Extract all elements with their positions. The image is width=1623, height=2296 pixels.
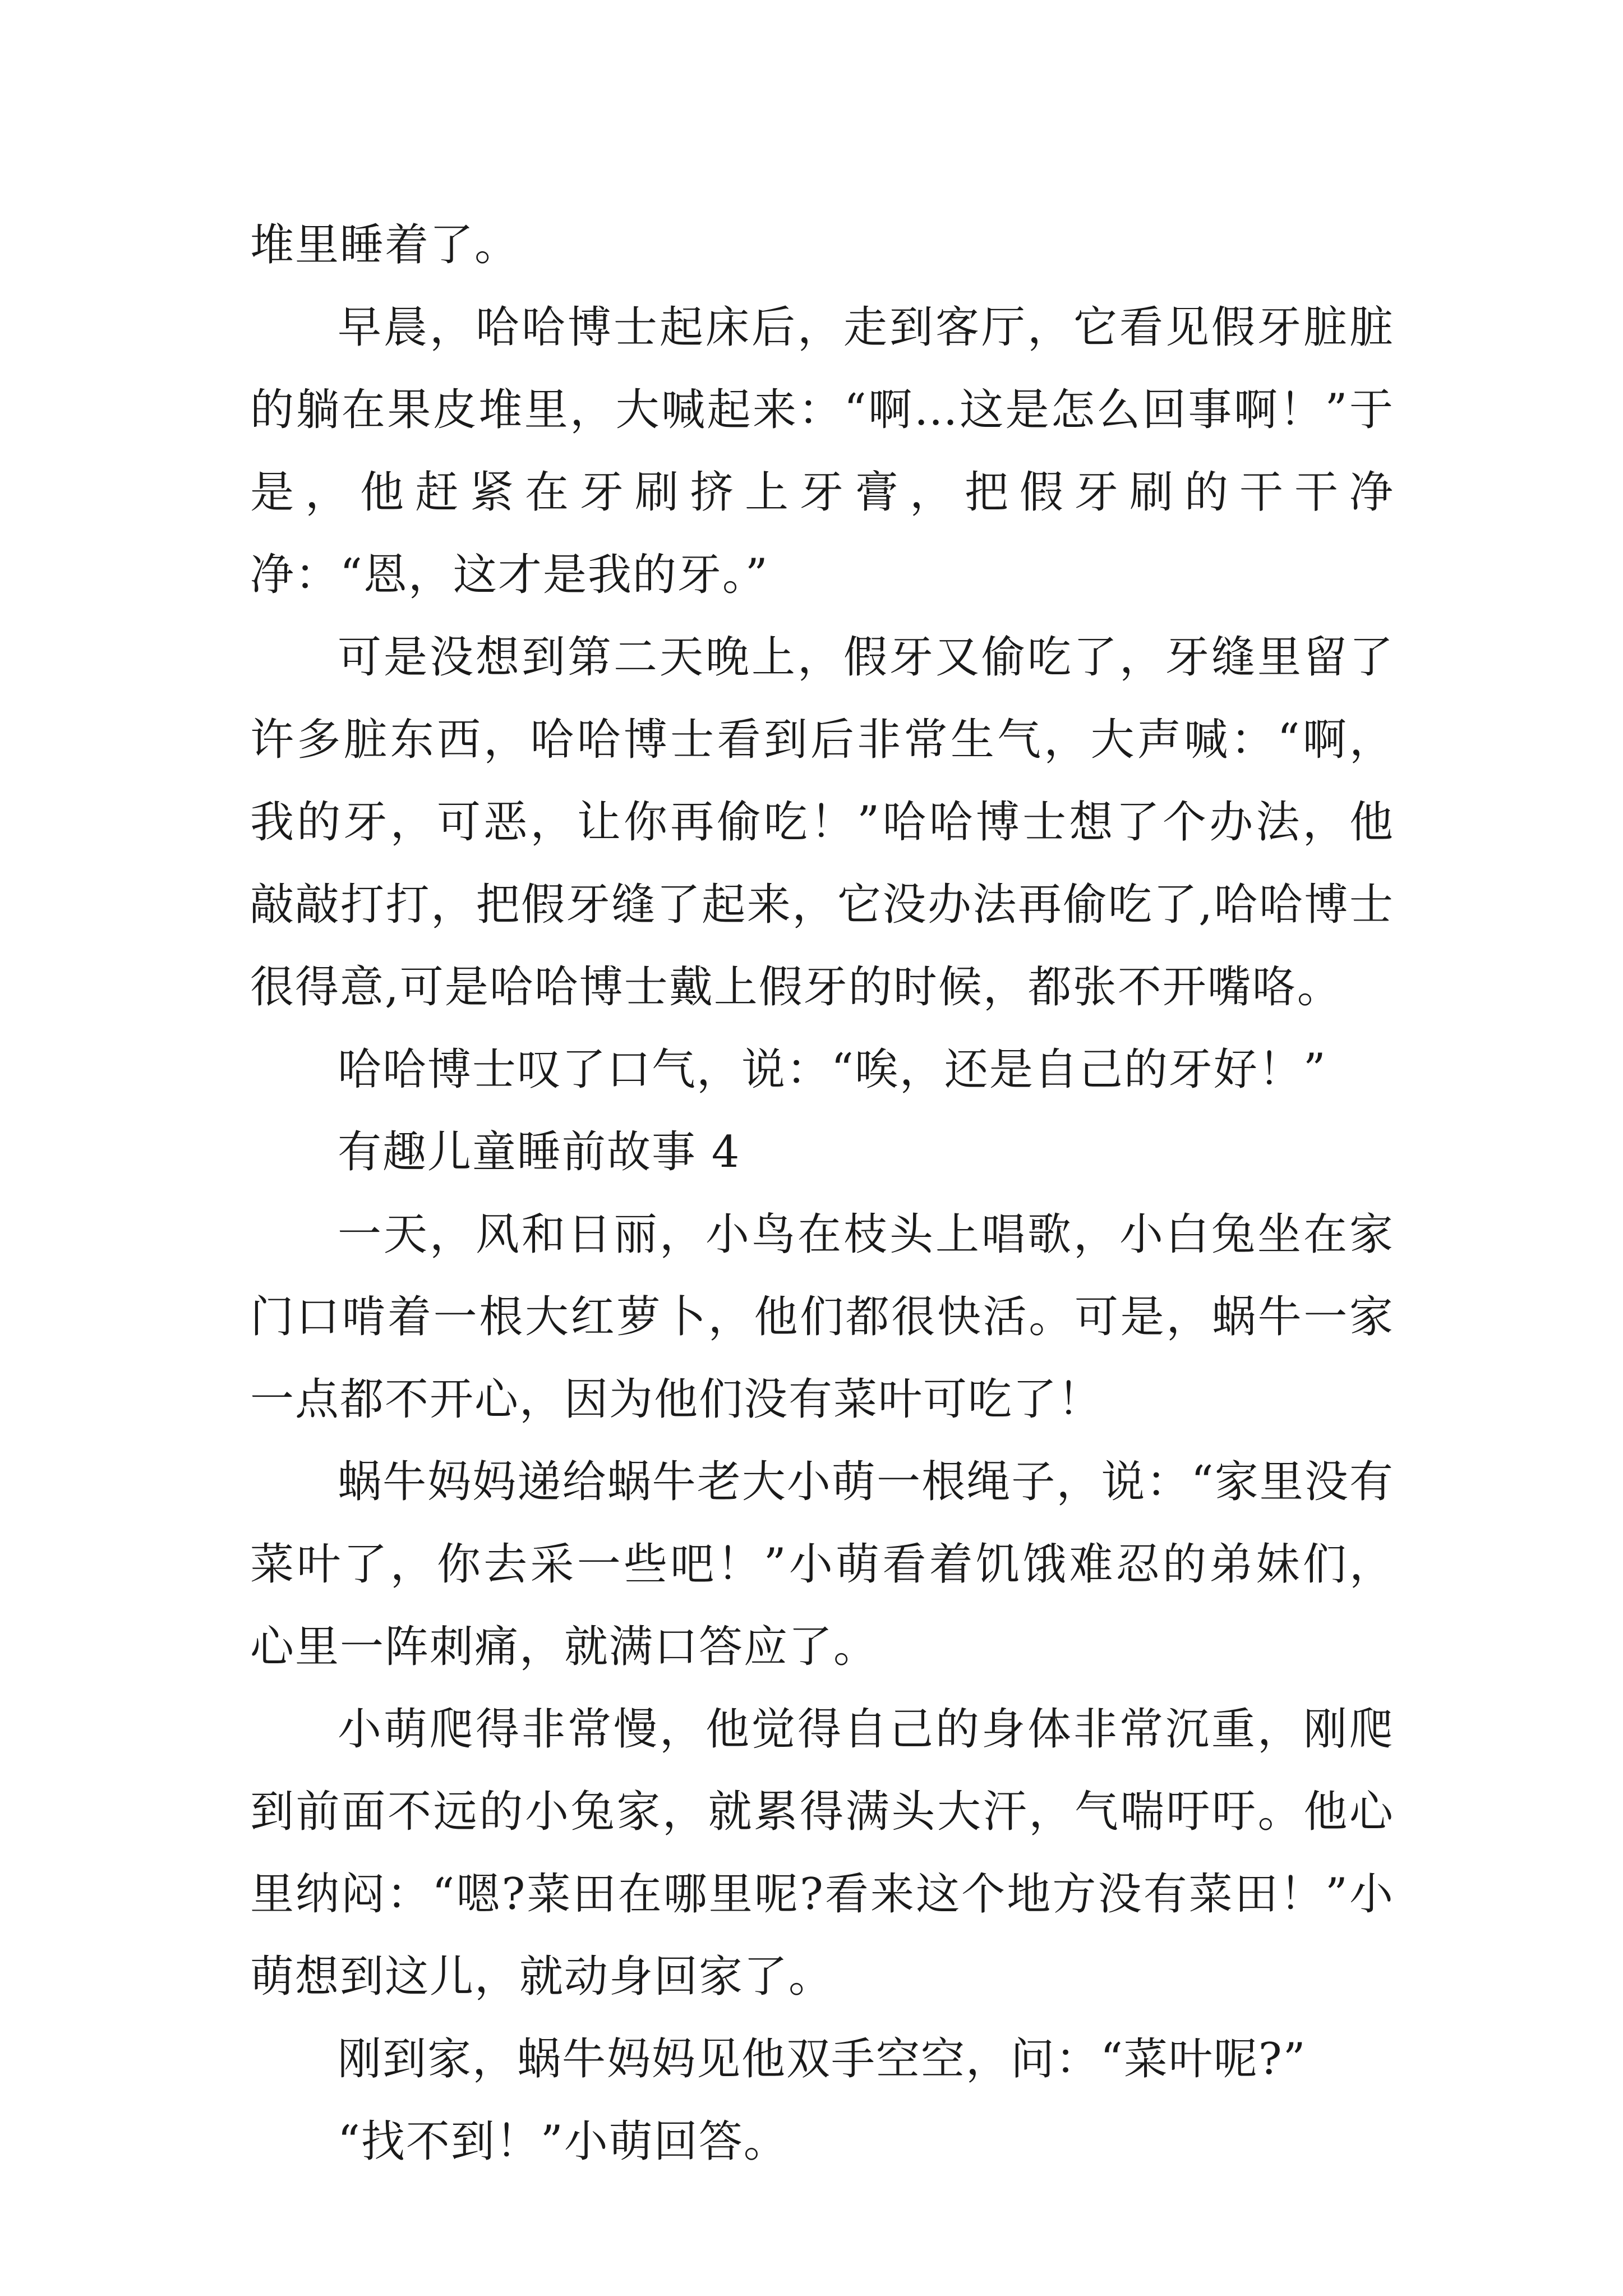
paragraph: 堆里睡着了。 — [250, 220, 520, 270]
paragraph: 刚到家，蜗牛妈妈见他双手空空，问：“菜叶呢?” — [338, 2034, 1307, 2085]
paragraph: 可是没想到第二天晚上，假牙又偷吃了，牙缝里留了许多脏东西，哈哈博士看到后非常生气，大声喊：“啊，我的牙，可恶，让你再偷吃！”哈哈博士想了个办法，他敲敲打打，把假牙缝了起来，它没办法再偷吃了,哈哈博士很得意,可是哈哈博士戴上假牙的时候，都张不开嘴咯。 — [250, 632, 1394, 1013]
paragraph: 一天，风和日丽，小鸟在枝头上唱歌，小白兔坐在家门口啃着一根大红萝卜，他们都很快活。可是，蜗牛一家一点都不开心，因为他们没有菜叶可吃了！ — [250, 1209, 1394, 1425]
paragraph: 哈哈博士叹了口气，说：“唉，还是自己的牙好！” — [338, 1045, 1327, 1095]
paragraph: 蜗牛妈妈递给蜗牛老大小萌一根绳子，说：“家里没有菜叶了，你去采一些吧！”小萌看着饥饿难忍的弟妹们，心里一阵刺痛，就满口答应了。 — [250, 1457, 1394, 1672]
document-body — [250, 204, 1394, 2183]
section-heading: 有趣儿童睡前故事 4 — [338, 1127, 741, 1177]
paragraph: 小萌爬得非常慢，他觉得自己的身体非常沉重，刚爬到前面不远的小兔家，就累得满头大汗，气喘吁吁。他心里纳闷：“嗯?菜田在哪里呢?看来这个地方没有菜田！”小萌想到这儿，就动身回家了。 — [250, 1704, 1394, 2002]
paragraph: “找不到！”小萌回答。 — [338, 2116, 789, 2167]
paragraph: 早晨，哈哈博士起床后，走到客厅，它看见假牙脏脏的躺在果皮堆里，大喊起来：“啊…这是怎么回事啊！”于是，他赶紧在牙刷挤上牙膏，把假牙刷的干干净净：“恩，这才是我的牙。” — [250, 302, 1394, 600]
